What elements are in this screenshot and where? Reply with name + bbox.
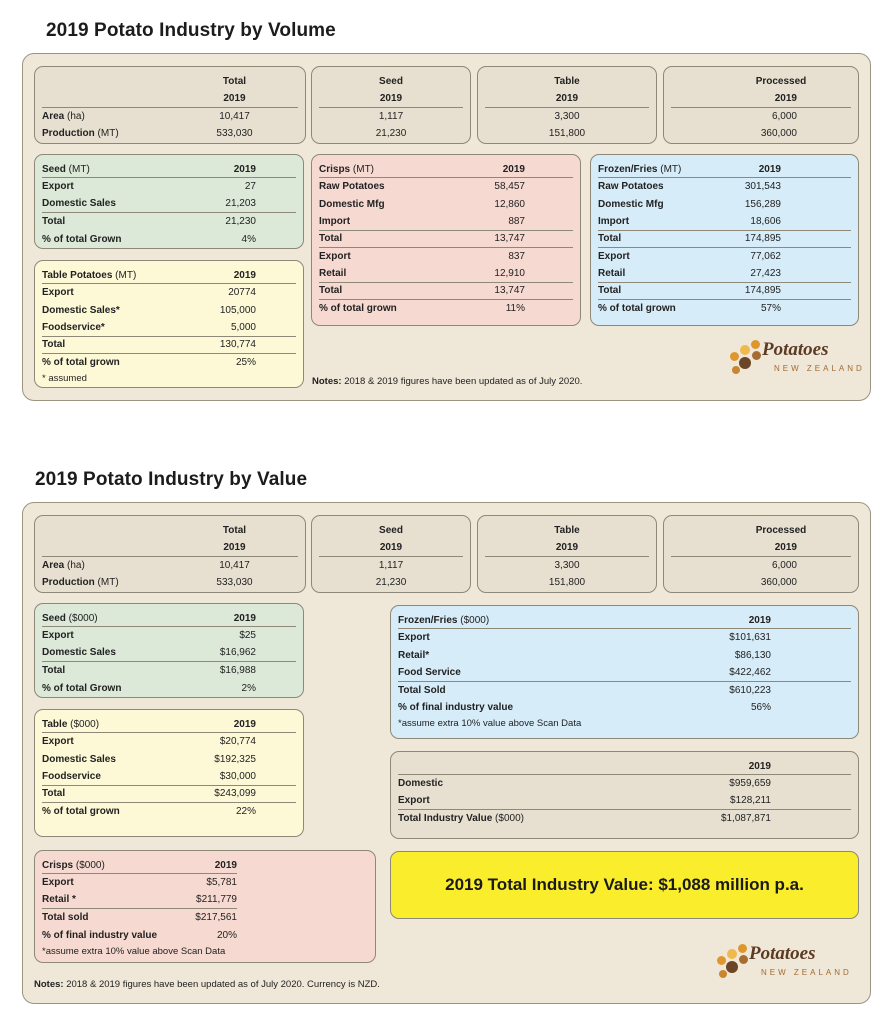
- value-summary-seed-box: [311, 515, 471, 593]
- year-header: 2019: [748, 760, 771, 772]
- row-label: Total: [42, 788, 66, 800]
- row-label: % of total grown: [319, 303, 397, 315]
- cell-value: 21,230: [375, 577, 407, 589]
- cell-value: $16,988: [219, 665, 256, 677]
- box-title: Table Potatoes: [42, 269, 113, 281]
- row-label: Domestic Mfg: [319, 198, 385, 210]
- table-row: [398, 629, 851, 646]
- volume-summary-processed-box: [663, 66, 859, 144]
- table-row: [319, 265, 573, 282]
- row-label: % of final industry value: [42, 929, 158, 941]
- cell-value: 130,774: [219, 339, 256, 351]
- volume-crisps-box: [311, 154, 581, 326]
- total-industry-value-text: 2019 Total Industry Value: $1,088 million p.a.: [445, 875, 804, 894]
- table-row: [42, 354, 296, 371]
- table-row: [398, 682, 851, 699]
- row-label: Total Sold: [398, 684, 446, 696]
- row-label: Domestic Mfg: [598, 198, 664, 210]
- table-row: [42, 319, 296, 336]
- table-row: [42, 125, 298, 142]
- cell-value: 18,606: [750, 215, 781, 227]
- cell-value: 1,117: [378, 559, 404, 571]
- row-label: % of total grown: [598, 303, 676, 315]
- column-header: Table: [554, 76, 580, 87]
- box-title: Crisps: [319, 163, 351, 175]
- value-seed-box: [34, 603, 304, 698]
- table-row: [42, 680, 296, 697]
- notes-label: Notes:: [34, 979, 64, 990]
- box-title: Crisps: [42, 859, 74, 871]
- row-label: Export: [42, 736, 74, 748]
- cell-value: 58,457: [494, 181, 525, 193]
- table-row: [598, 265, 851, 282]
- row-label: % of total Grown: [42, 682, 122, 694]
- year-header: 2019: [223, 92, 246, 104]
- table-row: [42, 786, 296, 803]
- table-row: [42, 213, 296, 230]
- cell-value: 10,417: [219, 559, 250, 571]
- row-label: Total: [319, 285, 343, 297]
- value-summary-total-box: [34, 515, 306, 593]
- footnote: * assumed: [42, 373, 87, 385]
- row-unit: (MT): [94, 128, 119, 140]
- row-label: Production: [42, 128, 95, 140]
- table-row: [42, 574, 298, 591]
- table-row: [42, 627, 296, 644]
- cell-value: 11%: [505, 303, 525, 315]
- row-label: Total: [42, 216, 66, 228]
- cell-value: 2%: [241, 682, 256, 694]
- row-label: Import: [319, 215, 351, 227]
- row-label: Export: [42, 630, 74, 642]
- row-label: Export: [398, 632, 430, 644]
- table-row: [42, 645, 296, 662]
- cell-value: 151,800: [548, 128, 586, 140]
- cell-value: 20774: [228, 287, 256, 299]
- table-row: [398, 775, 851, 792]
- row-label: Domestic: [398, 778, 444, 790]
- row-label: Domestic Sales: [42, 198, 116, 210]
- row-label: Retail *: [42, 894, 76, 906]
- row-label: Total: [598, 285, 622, 297]
- cell-value: 6,000: [771, 559, 797, 571]
- row-label: Export: [42, 181, 74, 193]
- year-header: 2019: [233, 269, 256, 281]
- box-unit: ($000): [67, 718, 100, 730]
- cell-value: 837: [508, 250, 525, 262]
- row-label: Total Industry Value: [398, 813, 493, 825]
- year-header: 2019: [379, 92, 403, 104]
- row-label: Domestic Sales: [42, 753, 116, 765]
- volume-notes: [312, 376, 582, 387]
- cell-value: 12,860: [494, 198, 525, 210]
- year-header: 2019: [774, 92, 797, 104]
- table-row: [42, 108, 298, 125]
- volume-seed-box: [34, 154, 304, 249]
- table-row: [42, 751, 296, 768]
- table-row: [598, 213, 851, 230]
- cell-value: 57%: [760, 303, 781, 315]
- row-label: Import: [598, 215, 630, 227]
- year-header: 2019: [502, 163, 525, 175]
- column-header: Total: [222, 525, 247, 536]
- footnote: *assume extra 10% value above Scan Data: [398, 718, 582, 730]
- volume-section-title: 2019 Potato Industry by Volume: [46, 20, 336, 41]
- row-label: Export: [42, 877, 74, 889]
- box-unit: ($000): [73, 859, 105, 871]
- cell-value: 27: [244, 181, 256, 193]
- cell-value: 5,000: [230, 321, 256, 333]
- row-unit: (MT): [94, 577, 119, 589]
- cell-value: 6,000: [771, 110, 797, 122]
- footnote: *assume extra 10% value above Scan Data: [42, 945, 226, 957]
- table-row: [398, 664, 851, 681]
- table-row: [598, 178, 851, 195]
- cell-value: $101,631: [729, 632, 771, 644]
- cell-value: 21,230: [375, 128, 407, 140]
- year-header: 2019: [758, 163, 781, 175]
- row-unit: ($000): [492, 813, 524, 825]
- table-row: [42, 662, 296, 679]
- value-panel: [22, 502, 871, 1004]
- table-row: [42, 196, 296, 213]
- cell-value: 10,417: [219, 110, 250, 122]
- year-header: 2019: [223, 541, 246, 553]
- table-row: [42, 733, 296, 750]
- cell-value: $1,087,871: [720, 813, 771, 825]
- year-header: 2019: [379, 541, 403, 553]
- cell-value: 3,300: [554, 110, 580, 122]
- row-label: Export: [319, 250, 351, 262]
- table-row: [319, 178, 573, 195]
- value-table-box: [34, 709, 304, 837]
- cell-value: 12,910: [494, 267, 525, 279]
- cell-value: $959,659: [729, 778, 771, 790]
- value-notes: [34, 979, 380, 990]
- box-title: Seed: [42, 163, 66, 175]
- table-row: [42, 874, 237, 891]
- table-row: [598, 248, 851, 265]
- box-unit: ($000): [65, 612, 98, 624]
- column-header: Total: [222, 76, 247, 87]
- volume-summary-table-box: [477, 66, 657, 144]
- cell-value: 77,062: [750, 250, 781, 262]
- row-label: Area: [42, 559, 65, 571]
- row-label: Total: [42, 665, 66, 677]
- cell-value: 533,030: [216, 577, 253, 589]
- value-summary-processed-box: [663, 515, 859, 593]
- table-row: [42, 927, 237, 944]
- row-label: Total: [598, 233, 622, 245]
- table-row: [598, 196, 851, 213]
- cell-value: $86,130: [734, 649, 771, 661]
- table-row: [398, 810, 851, 827]
- box-unit: (MT): [65, 163, 90, 175]
- column-header: Processed: [755, 525, 807, 536]
- value-industry-total-box: [390, 751, 859, 839]
- potatoes-nz-logo: [717, 941, 857, 987]
- value-summary-table-box: [477, 515, 657, 593]
- cell-value: 105,000: [219, 304, 256, 316]
- cell-value: 27,423: [750, 267, 781, 279]
- row-label: Domestic Sales*: [42, 304, 120, 316]
- value-frozen-fries-box: [390, 605, 859, 739]
- cell-value: $243,099: [214, 788, 256, 800]
- table-row: [42, 768, 296, 785]
- box-title: Frozen/Fries: [598, 163, 658, 175]
- notes-text: 2018 & 2019 figures have been updated as of July 2020. Currency is NZD.: [63, 979, 380, 990]
- cell-value: 174,895: [744, 285, 781, 297]
- box-unit: (MT): [350, 163, 375, 175]
- cell-value: 360,000: [760, 128, 797, 140]
- cell-value: 156,289: [744, 198, 781, 210]
- table-row: [42, 284, 296, 301]
- row-label: Export: [398, 795, 430, 807]
- row-unit: (ha): [64, 110, 85, 122]
- cell-value: $30,000: [219, 770, 256, 782]
- cell-value: 3,300: [554, 559, 580, 571]
- column-header: Seed: [379, 525, 403, 536]
- cell-value: $20,774: [219, 736, 256, 748]
- year-header: 2019: [233, 163, 256, 175]
- cell-value: 1,117: [378, 110, 404, 122]
- year-header: 2019: [748, 614, 771, 626]
- table-row: [598, 283, 851, 300]
- cell-value: $5,781: [206, 877, 237, 889]
- row-label: Export: [598, 250, 630, 262]
- table-row: [42, 892, 237, 909]
- total-industry-value-banner: [390, 851, 859, 919]
- row-label: % of final industry value: [398, 701, 514, 713]
- logo-wordmark: Potatoes: [762, 339, 829, 360]
- table-row: [319, 248, 573, 265]
- row-label: Domestic Sales: [42, 647, 116, 659]
- cell-value: 56%: [750, 701, 771, 713]
- volume-table-potatoes-box: [34, 260, 304, 388]
- box-title: Frozen/Fries: [398, 614, 458, 626]
- box-title: Seed: [42, 612, 66, 624]
- year-header: 2019: [233, 612, 256, 624]
- cell-value: 25%: [235, 356, 256, 368]
- table-row: [319, 213, 573, 230]
- row-label: Raw Potatoes: [319, 181, 385, 193]
- cell-value: 21,230: [225, 216, 256, 228]
- row-label: Export: [42, 287, 74, 299]
- row-unit: (ha): [64, 559, 85, 571]
- value-crisps-box: [34, 850, 376, 963]
- box-unit: (MT): [112, 269, 137, 281]
- cell-value: $422,462: [729, 666, 771, 678]
- volume-summary-seed-box: [311, 66, 471, 144]
- row-label: Raw Potatoes: [598, 181, 664, 193]
- potatoes-nz-logo: [730, 337, 870, 383]
- cell-value: $128,211: [730, 795, 771, 807]
- cell-value: $211,779: [196, 894, 237, 906]
- row-label: Food Service: [398, 666, 461, 678]
- table-row: [42, 803, 296, 820]
- cell-value: 301,543: [744, 181, 781, 193]
- table-row: [319, 231, 573, 248]
- row-label: Foodservice: [42, 770, 101, 782]
- column-header: Seed: [379, 76, 403, 87]
- cell-value: 174,895: [744, 233, 781, 245]
- cell-value: 887: [508, 215, 525, 227]
- year-header: 2019: [555, 92, 579, 104]
- logo-wordmark: Potatoes: [749, 943, 816, 964]
- table-row: [42, 178, 296, 195]
- row-label: Area: [42, 110, 65, 122]
- volume-summary-total-box: [34, 66, 306, 144]
- logo-subtitle: NEW ZEALAND: [774, 364, 865, 373]
- year-header: 2019: [233, 718, 256, 730]
- row-label: % of total grown: [42, 805, 120, 817]
- table-row: [398, 647, 851, 664]
- notes-label: Notes:: [312, 376, 342, 387]
- cell-value: 4%: [241, 233, 256, 245]
- row-label: % of total grown: [42, 356, 120, 368]
- table-row: [598, 300, 851, 317]
- row-label: Foodservice*: [42, 321, 105, 333]
- year-header: 2019: [774, 541, 797, 553]
- box-unit: (MT): [657, 163, 682, 175]
- cell-value: $217,561: [195, 912, 237, 924]
- table-row: [319, 196, 573, 213]
- cell-value: 13,747: [494, 285, 525, 297]
- table-row: [319, 300, 573, 317]
- value-section-title: 2019 Potato Industry by Value: [35, 469, 308, 490]
- box-unit: ($000): [457, 614, 490, 626]
- box-title: Table: [42, 718, 68, 730]
- cell-value: 21,203: [225, 198, 256, 210]
- row-label: Retail*: [398, 649, 430, 661]
- cell-value: 533,030: [216, 128, 253, 140]
- table-row: [42, 909, 237, 926]
- row-label: Retail: [319, 267, 347, 279]
- logo-subtitle: NEW ZEALAND: [761, 968, 852, 977]
- row-label: Total sold: [42, 912, 89, 924]
- table-row: [42, 231, 296, 248]
- cell-value: $16,962: [219, 647, 256, 659]
- row-label: Total: [42, 339, 66, 351]
- notes-text: 2018 & 2019 figures have been updated as of July 2020.: [341, 376, 583, 387]
- cell-value: $610,223: [729, 684, 771, 696]
- cell-value: $25: [239, 630, 256, 642]
- table-row: [598, 231, 851, 248]
- table-row: [42, 337, 296, 354]
- row-label: Total: [319, 233, 343, 245]
- table-row: [42, 557, 298, 574]
- table-row: [398, 793, 851, 810]
- volume-panel: [22, 53, 871, 401]
- cell-value: $192,325: [214, 753, 256, 765]
- row-label: Production: [42, 577, 95, 589]
- table-row: [319, 283, 573, 300]
- cell-value: 13,747: [494, 233, 525, 245]
- cell-value: 360,000: [760, 577, 797, 589]
- row-label: Retail: [598, 267, 626, 279]
- column-header: Table: [554, 525, 580, 536]
- table-row: [42, 302, 296, 319]
- column-header: Processed: [755, 76, 807, 87]
- row-label: % of total Grown: [42, 233, 122, 245]
- table-row: [398, 699, 851, 716]
- year-header: 2019: [555, 541, 579, 553]
- year-header: 2019: [214, 859, 237, 871]
- cell-value: 151,800: [548, 577, 586, 589]
- cell-value: 22%: [235, 805, 256, 817]
- cell-value: 20%: [216, 929, 237, 941]
- volume-frozen-fries-box: [590, 154, 859, 326]
